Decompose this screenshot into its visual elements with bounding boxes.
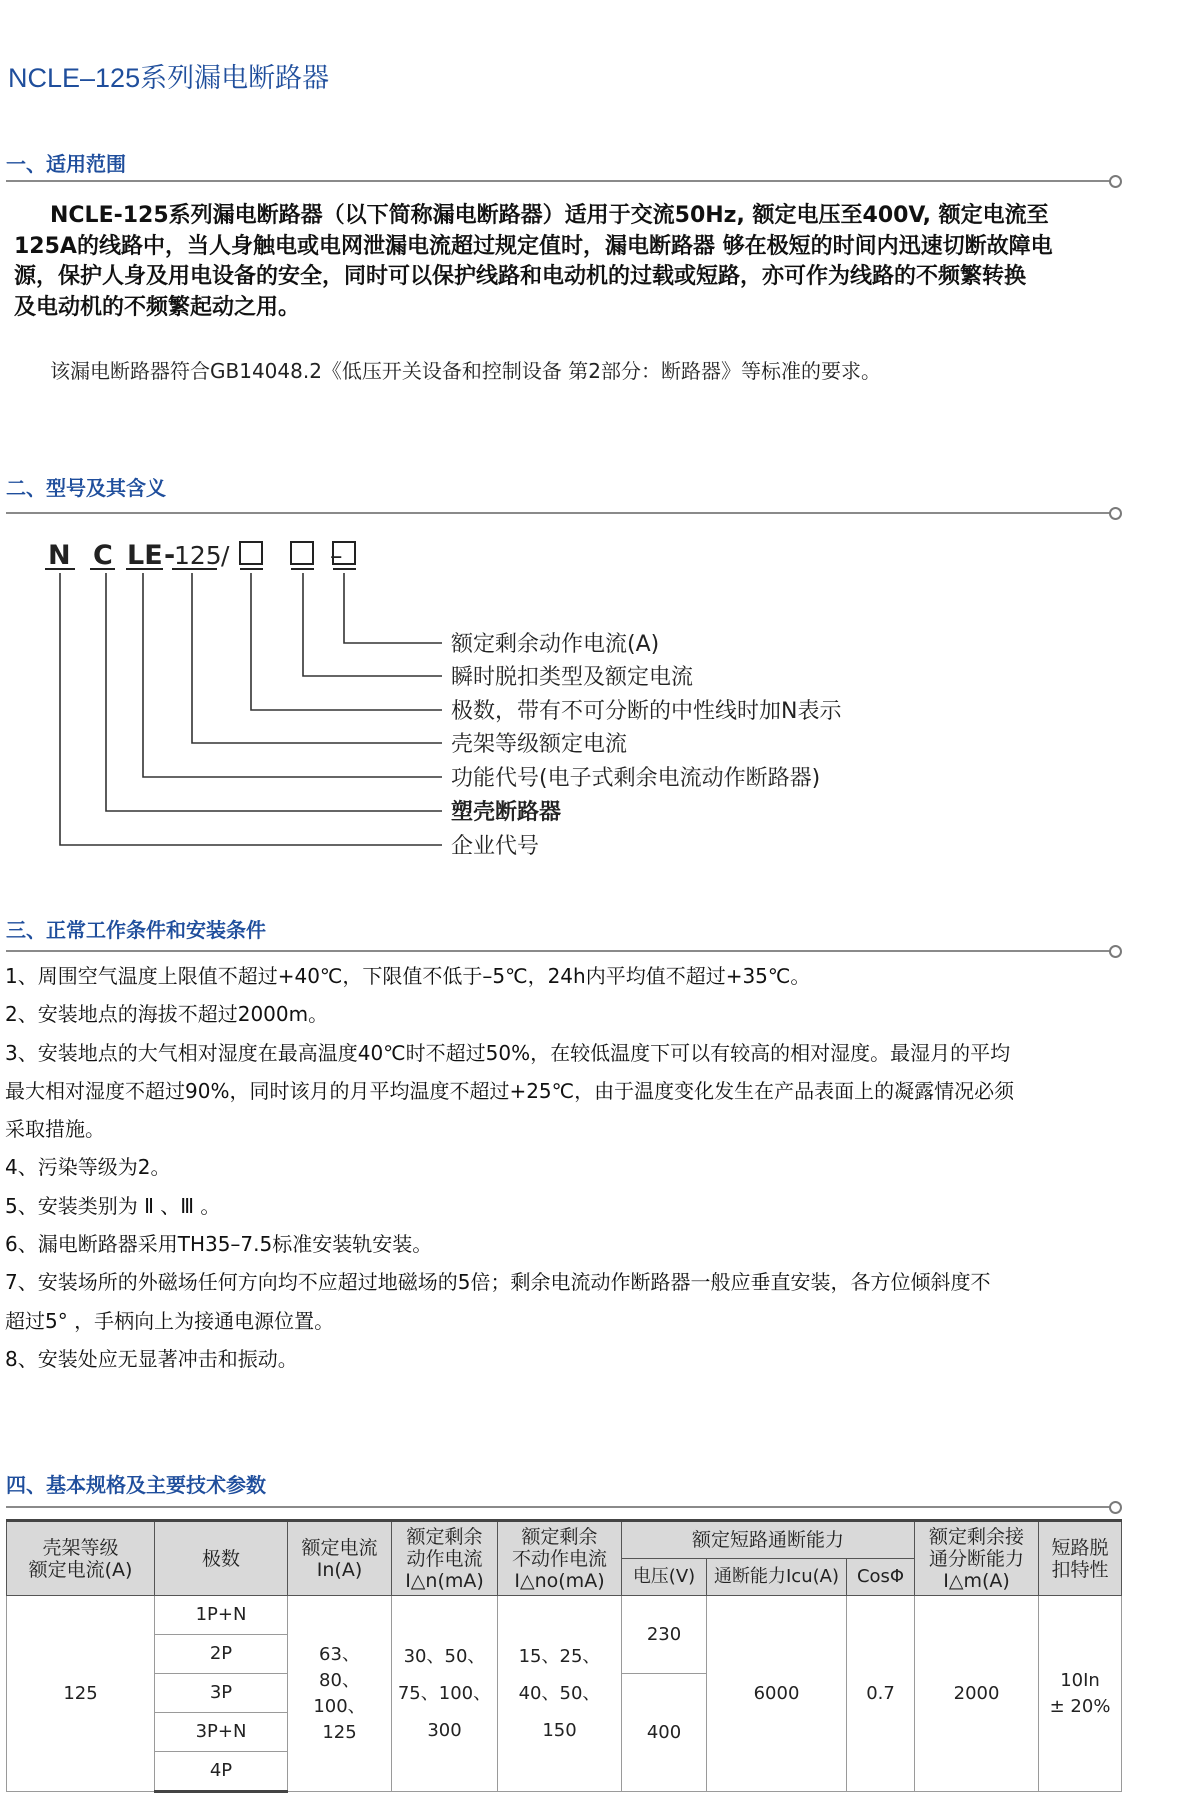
section-divider bbox=[6, 180, 1114, 182]
scope-line: 及电动机的不频繁起动之用。 bbox=[14, 294, 301, 320]
cell-pole: 4P bbox=[155, 1752, 288, 1792]
cell-pole: 3P+N bbox=[155, 1713, 288, 1752]
meaning-enterprise-code: 企业代号 bbox=[451, 834, 540, 859]
header-residual-non-operating: 额定剩余 不动作电流 I△no(mA) bbox=[498, 1521, 622, 1596]
page-title: NCLE–125系列漏电断路器 bbox=[8, 63, 330, 93]
condition-line: 2、安装地点的海拔不超过2000m。 bbox=[5, 1002, 329, 1027]
cell-residual-making: 2000 bbox=[915, 1596, 1039, 1792]
header-poles: 极数 bbox=[155, 1521, 288, 1596]
code-dash-2: – bbox=[330, 541, 343, 570]
cell-cosphi: 0.7 bbox=[847, 1596, 915, 1792]
scope-paragraph bbox=[14, 201, 1200, 323]
section-divider bbox=[6, 950, 1114, 952]
code-c: C bbox=[93, 540, 113, 571]
standard-note: 该漏电断路器符合GB14048.2《低压开关设备和控制设备 第2部分：断路器》等标准的要求。 bbox=[50, 359, 882, 383]
condition-line: 最大相对湿度不超过90%，同时该月的月平均温度不超过+25℃，由于温度变化发生在产品表面上的凝露情况必须 bbox=[5, 1078, 1015, 1103]
model-code-diagram bbox=[0, 525, 1000, 865]
header-breaking-capacity: 通断能力Icu(A) bbox=[707, 1559, 847, 1596]
cell-pole: 2P bbox=[155, 1635, 288, 1674]
condition-line: 1、周围空气温度上限值不超过+40℃，下限值不低于–5℃，24h内平均值不超过+35℃。 bbox=[5, 964, 811, 988]
cell-pole: 3P bbox=[155, 1674, 288, 1713]
header-cosphi: CosΦ bbox=[847, 1559, 915, 1596]
section-heading-scope: 一、适用范围 bbox=[6, 152, 126, 176]
conditions-list bbox=[5, 957, 1135, 1378]
divider-end-dot bbox=[1109, 507, 1122, 520]
header-rated-current: 额定电流 In(A) bbox=[288, 1521, 392, 1596]
cell-voltage-400: 400 bbox=[622, 1674, 707, 1792]
code-slash: / bbox=[221, 541, 230, 570]
cell-trip-characteristic: 10In ± 20% bbox=[1039, 1596, 1122, 1792]
cell-residual-non-operating: 15、25、 40、50、 150 bbox=[498, 1596, 622, 1792]
header-residual-operating: 额定剩余 动作电流 I△n(mA) bbox=[392, 1521, 498, 1596]
header-trip-characteristic: 短路脱 扣特性 bbox=[1039, 1521, 1122, 1596]
condition-line: 7、安装场所的外磁场任何方向均不应超过地磁场的5倍；剩余电流动作断路器一般应垂直安装，各方位倾斜度不 bbox=[5, 1270, 991, 1295]
divider-end-dot bbox=[1109, 1501, 1122, 1514]
section-heading-conditions: 三、正常工作条件和安装条件 bbox=[6, 918, 266, 942]
cell-residual-operating: 30、50、 75、100、 300 bbox=[392, 1596, 498, 1792]
condition-line: 3、安装地点的大气相对湿度在最高温度40℃时不超过50%，在较低温度下可以有较高的相对湿度。最湿月的平均 bbox=[5, 1040, 1011, 1065]
code-box-poles bbox=[240, 542, 262, 564]
header-short-circuit: 额定短路通断能力 bbox=[622, 1521, 915, 1559]
spec-table bbox=[6, 1519, 1122, 1793]
condition-line: 8、安装处应无显著冲击和振动。 bbox=[5, 1346, 298, 1371]
section-divider bbox=[6, 512, 1114, 514]
condition-line: 4、污染等级为2。 bbox=[5, 1155, 171, 1180]
condition-line: 6、漏电断路器采用TH35–7.5标准安装轨安装。 bbox=[5, 1232, 433, 1257]
code-frame-number: 125 bbox=[174, 541, 222, 570]
scope-line: 125A的线路中，当人身触电或电网泄漏电流超过规定值时，漏电断路器 够在极短的时间内迅速切断故障电 bbox=[14, 233, 1053, 259]
meaning-frame-current: 壳架等级额定电流 bbox=[451, 732, 628, 757]
cell-breaking-capacity: 6000 bbox=[707, 1596, 847, 1792]
meaning-trip-type: 瞬时脱扣类型及额定电流 bbox=[451, 665, 694, 690]
cell-frame-current: 125 bbox=[7, 1596, 155, 1792]
header-residual-making: 额定剩余接 通分断能力 I△m(A) bbox=[915, 1521, 1039, 1596]
meaning-mccb: 塑壳断路器 bbox=[451, 800, 562, 825]
code-box-trip bbox=[291, 542, 313, 564]
scope-line: 源，保护人身及用电设备的安全，同时可以保护线路和电动机的过载或短路，亦可作为线路的不频繁转换 bbox=[14, 264, 1027, 289]
meaning-function-code: 功能代号(电子式剩余电流动作断路器) bbox=[451, 766, 821, 791]
condition-line: 超过5° ，手柄向上为接通电源位置。 bbox=[5, 1308, 335, 1333]
header-voltage: 电压(V) bbox=[622, 1559, 707, 1596]
cell-voltage-230: 230 bbox=[622, 1596, 707, 1674]
header-frame-current: 壳架等级 额定电流(A) bbox=[7, 1521, 155, 1596]
meaning-residual-current: 额定剩余动作电流(A) bbox=[451, 632, 660, 657]
section-divider bbox=[6, 1506, 1114, 1508]
condition-line: 采取措施。 bbox=[5, 1117, 105, 1142]
meaning-poles: 极数，带有不可分断的中性线时加N表示 bbox=[451, 699, 842, 724]
cell-pole: 1P+N bbox=[155, 1596, 288, 1635]
cell-rated-current: 63、 80、 100、 125 bbox=[288, 1596, 392, 1792]
code-n: N bbox=[48, 540, 71, 571]
condition-line: 5、安装类别为 Ⅱ 、Ⅲ 。 bbox=[5, 1193, 221, 1218]
section-heading-model: 二、型号及其含义 bbox=[6, 476, 166, 500]
divider-end-dot bbox=[1109, 175, 1122, 188]
code-le: LE bbox=[127, 540, 163, 571]
section-heading-specs: 四、基本规格及主要技术参数 bbox=[6, 1473, 266, 1497]
scope-line: NCLE-125系列漏电断路器（以下简称漏电断路器）适用于交流50Hz, 额定电压至400V, 额定电流至 bbox=[50, 203, 1049, 228]
code-dash: - bbox=[164, 540, 176, 571]
